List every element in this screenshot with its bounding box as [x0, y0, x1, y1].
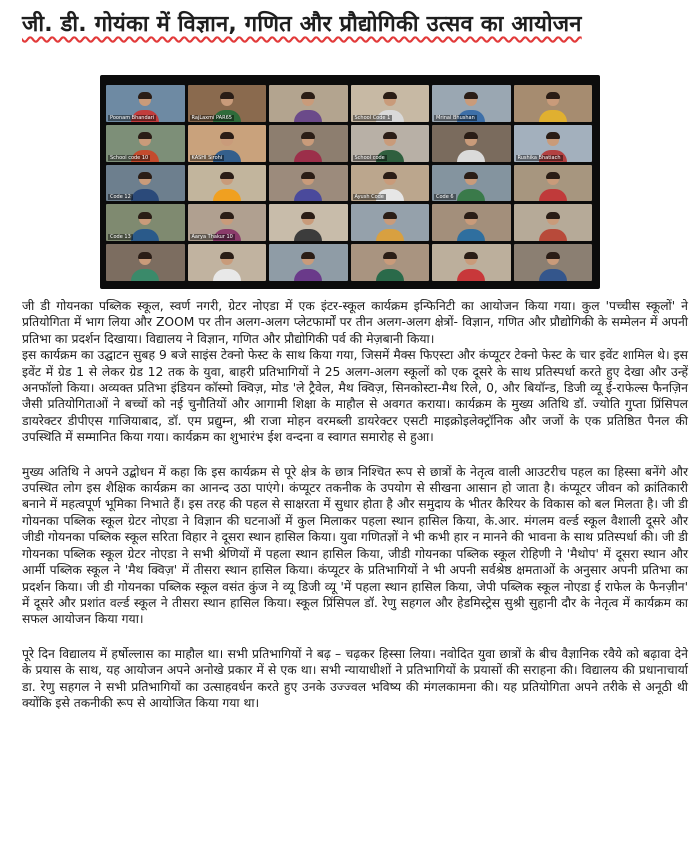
participant-hair	[464, 172, 478, 179]
participant-figure	[457, 189, 485, 201]
participant-hair	[220, 252, 234, 259]
participant-hair	[546, 252, 560, 259]
participant-hair	[220, 212, 234, 219]
participant-hair	[138, 92, 152, 99]
participant-tile	[351, 244, 430, 281]
participant-hair	[464, 212, 478, 219]
participant-figure	[131, 189, 159, 201]
participant-figure	[457, 269, 485, 281]
participant-hair	[138, 212, 152, 219]
participant-tile	[269, 244, 348, 281]
participant-figure	[539, 269, 567, 281]
participant-label: Poonam Bhandari	[110, 114, 155, 121]
participant-hair	[383, 172, 397, 179]
participant-label: Rushika Bhatiach	[517, 154, 561, 161]
participant-label: Code 13	[110, 234, 131, 241]
participant-label: School Code 1	[354, 114, 391, 121]
participant-hair	[383, 252, 397, 259]
participant-figure	[539, 229, 567, 241]
participant-tile	[432, 204, 511, 241]
participant-hair	[546, 92, 560, 99]
participant-tile	[269, 165, 348, 202]
participant-figure	[376, 229, 404, 241]
participant-figure	[539, 110, 567, 122]
paragraph-inauguration: इस कार्यक्रम का उद्घाटन सुबह 9 बजे साइंस टेक्नो फेस्ट के साथ किया गया, जिसमें मैक्स फिएस्टा और कंप्यूटर टेक्नो फेस्ट के चार इवेंट शामिल थे। इस इवेंट में ग्रेड 1 से लेकर ग्रेड 12 तक के युवा, बाहरी प्रतिभागियों ने 25 अलग-अलग स्कूलों को एक दूसरे के साथ प्रतिस्पर्धा करते हुए देखा और उन्हें अनफॉलो किया। अव्यक्त प्रतिभा इंडियन कॉस्मो क्विज़, मोड 'ले ट्रैवेल, मैथ क्विज़, सिनकोस्टा-मैथ रिले, 0, और बियॉन्ड, डिजी व्यू ई-राफेल्स फैनज़िन जैसी प्रतियोगिताओं ने बच्चों को नई चुनौतियों और आगामी शिक्षा के माहौल से अवगत कराया। कार्यक्रम के मुख्य अतिथि डॉ. ज्योति गुप्ता प्रिंसिपल डायरेक्टर डीपीएस गाजियाबाद, डॉ. एम प्रद्युम्न, श्री राजा मोहन वरमब्ली डायरेक्टर एसटी माइक्रोइलेक्ट्रॉनिक और जजों के एक प्रतिष्ठित पैनल की उपस्थिति में सम्मानित किया गया। कार्यक्रम का शुभारंभ ईश वन्दना व स्वागत समारोह से हुआ।	[22, 348, 688, 445]
participant-tile	[106, 204, 185, 241]
participant-hair	[138, 172, 152, 179]
participant-tile	[351, 165, 430, 202]
participant-label: School code	[354, 154, 385, 161]
participant-tile	[351, 204, 430, 241]
participant-figure	[457, 229, 485, 241]
participant-hair	[383, 92, 397, 99]
participant-label: Aarya Thakur 10	[191, 234, 233, 241]
participant-hair	[546, 212, 560, 219]
participant-tile	[514, 165, 593, 202]
participant-figure	[213, 269, 241, 281]
participant-figure	[131, 229, 159, 241]
participant-tile	[351, 125, 430, 162]
participant-hair	[464, 132, 478, 139]
participant-tile	[514, 244, 593, 281]
participant-tile	[432, 125, 511, 162]
participant-hair	[220, 92, 234, 99]
participant-hair	[301, 212, 315, 219]
participant-figure	[539, 189, 567, 201]
participant-figure	[457, 150, 485, 162]
paragraph-chief-guest: मुख्य अतिथि ने अपने उद्बोधन में कहा कि इस कार्यक्रम से पूरे क्षेत्र के छात्र निश्चित रूप से छात्रों के नेतृत्व वाली आउटरीच पहल का हिस्सा बनेंगे और उपस्थित लोग इस शैक्षिक कार्यक्रम का आनन्द उठा पाएंगे। कंप्यूटर तकनीक के उपयोग से सीखना आसान हो जाता है। कंप्यूटर जीवन को क्रांतिकारी बनाने में महत्वपूर्ण भूमिका निभाते हैं। इस तरह की पहल से साक्षरता में सुधार होता है और समुदाय के भीतर कैरियर के विकास को बल मिलता है। जी डी गोयनका पब्लिक स्कूल ग्रेटर नोएडा ने विज्ञान की घटनाओं में कुल मिलाकर पहला स्थान हासिल किया, के.आर. मंगलम वर्ल्ड स्कूल वैशाली दूसरे और जीडी गोयनका पब्लिक स्कूल सरिता विहार ने दूसरा स्थान हासिल किया। युवा गणितज्ञों ने भी कभी हार न मानने की भावना के साथ प्रतिस्पर्धा की। जी डी गोयनका पब्लिक स्कूल ग्रेटर नोएडा ने सभी श्रेणियों में पहला स्थान हासिल किया, जीडी गोयनका पब्लिक स्कूल रोहिणी ने 'मैथोप' में दूसरा स्थान और आर्मी पब्लिक स्कूल ने 'मैथ क्विज़' में तीसरा स्थान हासिल किया। कंप्यूटर के प्रतिभागियों ने भी अपनी सर्वश्रेष्ठ क्षमताओं के अनुसार अपनी प्रतिभा का प्रदर्शन किया। जी डी गोयनका पब्लिक स्कूल वसंत कुंज ने व्यू डिजी व्यू 'में पहला स्थान हासिल किया, जेपी पब्लिक स्कूल नोएडा ई राफेल के फैनज़ीन' में दूसरे और प्रशांत वर्ल्ड स्कूल ने तीसरा स्थान हासिल किया। स्कूल प्रिंसिपल डॉ. रेणु सहगल और हेडमिस्ट्रेस सुश्री सुहानी दौर के नेतृत्व में कार्यक्रम का सफल आयोजन किया गया।	[22, 464, 688, 627]
paragraph-intro: जी डी गोयनका पब्लिक स्कूल, स्वर्ण नगरी, ग्रेटर नोएडा में एक इंटर-स्कूल कार्यक्रम इन्फिनिटी का आयोजन किया गया। कुल 'पच्चीस स्कूलों' ने प्रतियोगिता में भाग लिया और ZOOM पर तीन अलग-अलग प्लेटफार्मों पर तीन अलग-अलग क्षेत्रों- विज्ञान, गणित और प्रौद्योगिकी के सम्मेलन में अपनी प्रतिभा का प्रदर्शन दिखाया। विद्यालय ने विज्ञान, गणित और प्रौद्योगिकी पर्व की मेज़बानी किया।	[22, 299, 688, 346]
participant-hair	[301, 172, 315, 179]
participant-figure	[131, 269, 159, 281]
participant-figure	[294, 269, 322, 281]
participant-label: Code 12	[110, 194, 131, 201]
paragraph-conclusion: पूरे दिन विद्यालय में हर्षोल्लास का माहौल था। सभी प्रतिभागियों ने बढ़ – चढ़कर हिस्सा लिया। नवोदित युवा छात्रों के बीच वैज्ञानिक रवैये को बढ़ावा देने के प्रयास के साथ, यह आयोजन अपने अनोखे प्रकार में से एक था। सभी न्यायाधीशों ने प्रतिभागियों के प्रयासों की सराहना की। विद्यालय की प्रधानाचार्या डा. रेणु सहगल ने सभी प्रतिभागियों का उत्साहवर्धन करते हुए उनके उज्ज्वल भविष्य की मंगलकामना की। यह प्रतियोगिता अपने तरीके से अनूठी थी क्योंकि इसे तकनीकी रूप से आयोजित किया गया था।	[22, 646, 688, 710]
participant-tile	[106, 125, 185, 162]
participant-tile	[432, 85, 511, 122]
participant-tile	[269, 85, 348, 122]
participant-figure	[294, 150, 322, 162]
participant-grid	[106, 85, 592, 281]
participant-label: RajLaxmi PAR65	[191, 114, 232, 121]
participant-tile	[432, 244, 511, 281]
participant-hair	[383, 132, 397, 139]
participant-hair	[138, 132, 152, 139]
participant-hair	[301, 252, 315, 259]
participant-figure	[376, 269, 404, 281]
participant-tile	[514, 204, 593, 241]
participant-tile	[269, 125, 348, 162]
participant-figure	[294, 189, 322, 201]
participant-hair	[546, 172, 560, 179]
participant-tile	[188, 165, 267, 202]
participant-tile	[106, 85, 185, 122]
participant-figure	[294, 229, 322, 241]
article-title: जी. डी. गोयंका में विज्ञान, गणित और प्रौद्योगिकी उत्सव का आयोजन	[22, 12, 582, 37]
participant-hair	[464, 92, 478, 99]
participant-label: KASHI Sirohi	[191, 154, 223, 161]
participant-tile	[514, 85, 593, 122]
participant-hair	[138, 252, 152, 259]
participant-tile	[188, 204, 267, 241]
participant-tile	[351, 85, 430, 122]
participant-hair	[383, 212, 397, 219]
participant-tile	[269, 204, 348, 241]
participant-hair	[220, 172, 234, 179]
participant-tile	[432, 165, 511, 202]
participant-tile	[106, 165, 185, 202]
participant-tile	[188, 85, 267, 122]
participant-hair	[301, 92, 315, 99]
participant-figure	[213, 189, 241, 201]
participant-label: Mrinal Bhushan	[436, 114, 475, 121]
participant-label: Code 6	[436, 194, 454, 201]
participant-hair	[301, 132, 315, 139]
participant-label: Ayush Code	[354, 194, 384, 201]
video-conference-photo	[100, 75, 600, 289]
participant-tile	[188, 125, 267, 162]
participant-hair	[546, 132, 560, 139]
participant-hair	[464, 252, 478, 259]
participant-tile	[106, 244, 185, 281]
participant-figure	[294, 110, 322, 122]
participant-tile	[514, 125, 593, 162]
participant-label: School code 10	[110, 154, 149, 161]
participant-hair	[220, 132, 234, 139]
participant-tile	[188, 244, 267, 281]
article-body	[22, 298, 688, 711]
